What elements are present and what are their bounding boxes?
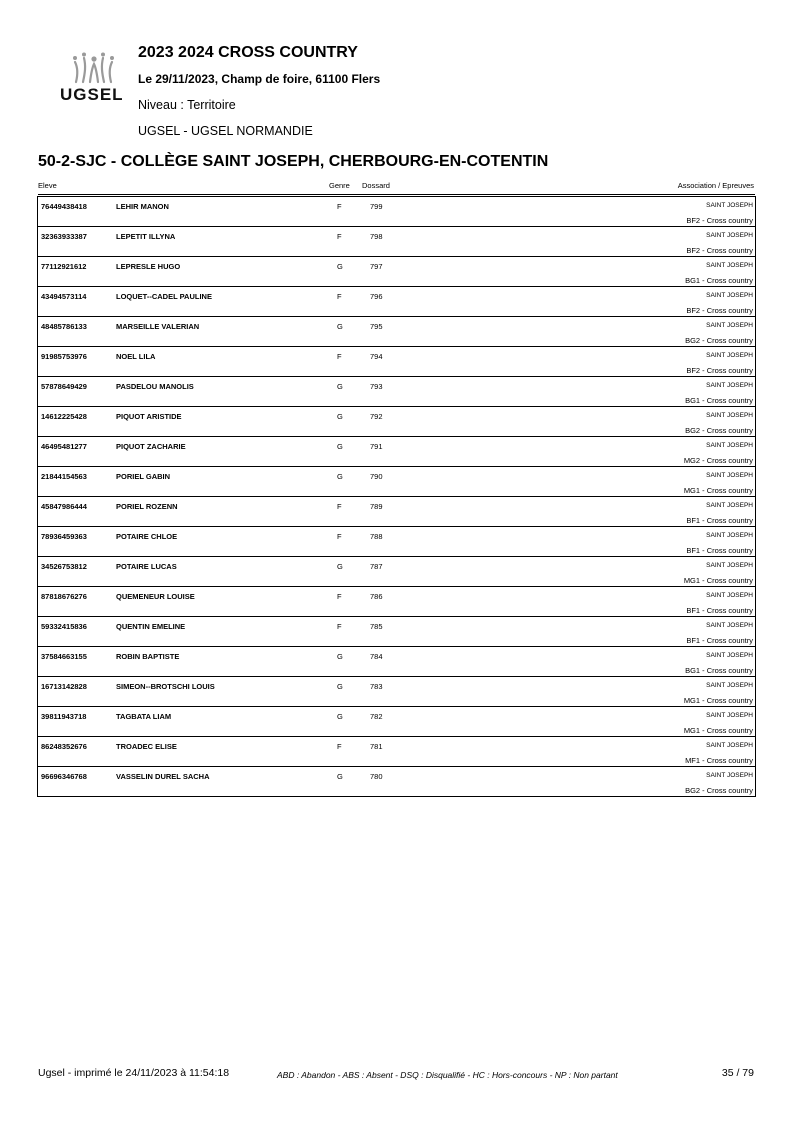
student-epreuve: BF2 - Cross country — [686, 246, 753, 255]
table-row — [38, 586, 755, 616]
student-id: 32363933387 — [41, 232, 87, 241]
column-genre: Genre — [329, 181, 350, 190]
student-genre: G — [337, 472, 343, 481]
logo-text: UGSEL — [60, 85, 124, 104]
student-id: 87818676276 — [41, 592, 87, 601]
student-epreuve: MF1 - Cross country — [685, 756, 753, 765]
page-number: 35 / 79 — [721, 1067, 754, 1079]
student-id: 96696346768 — [41, 772, 87, 781]
student-name: PIQUOT ARISTIDE — [116, 412, 182, 421]
student-dossard: 790 — [370, 472, 383, 481]
column-association: Association / Epreuves — [677, 181, 754, 190]
student-genre: G — [337, 652, 343, 661]
student-name: POTAIRE LUCAS — [116, 562, 177, 571]
school-heading: 50-2-SJC - COLLÈGE SAINT JOSEPH, CHERBOURG-EN-COTENTIN — [38, 153, 549, 170]
student-genre: G — [337, 682, 343, 691]
student-association: SAINT JOSEPH — [706, 412, 753, 419]
student-association: SAINT JOSEPH — [706, 292, 753, 299]
table-row — [38, 766, 755, 796]
student-dossard: 788 — [370, 532, 383, 541]
student-id: 34526753812 — [41, 562, 87, 571]
event-organization: UGSEL - UGSEL NORMANDIE — [138, 124, 313, 138]
student-epreuve: MG1 - Cross country — [683, 576, 753, 585]
table-row — [38, 376, 755, 406]
student-name: QUEMENEUR LOUISE — [116, 592, 195, 601]
student-dossard: 797 — [370, 262, 383, 271]
student-epreuve: BF1 - Cross country — [686, 636, 753, 645]
student-epreuve: BF1 - Cross country — [686, 516, 753, 525]
table-row — [38, 466, 755, 496]
student-id: 16713142828 — [41, 682, 87, 691]
student-name: PASDELOU MANOLIS — [116, 382, 194, 391]
table-header — [38, 177, 755, 195]
student-dossard: 799 — [370, 202, 383, 211]
student-association: SAINT JOSEPH — [706, 532, 753, 539]
event-title: 2023 2024 CROSS COUNTRY — [138, 44, 358, 61]
student-id: 78936459363 — [41, 532, 87, 541]
student-id: 57878649429 — [41, 382, 87, 391]
ugsel-logo — [60, 52, 130, 108]
column-dossard: Dossard — [362, 181, 390, 190]
column-eleve: Eleve — [38, 181, 57, 190]
student-dossard: 784 — [370, 652, 383, 661]
student-id: 43494573114 — [41, 292, 87, 301]
student-genre: G — [337, 712, 343, 721]
student-id: 45847986444 — [41, 502, 87, 511]
student-id: 86248352676 — [41, 742, 87, 751]
student-id: 76449438418 — [41, 202, 87, 211]
student-association: SAINT JOSEPH — [706, 232, 753, 239]
table-row — [38, 196, 755, 226]
participants-table — [37, 196, 756, 797]
student-name: TROADEC ELISE — [116, 742, 177, 751]
student-epreuve: MG1 - Cross country — [683, 696, 753, 705]
student-association: SAINT JOSEPH — [706, 562, 753, 569]
student-epreuve: BG1 - Cross country — [685, 666, 753, 675]
student-id: 46495481277 — [41, 442, 87, 451]
student-epreuve: BF2 - Cross country — [686, 216, 753, 225]
table-row — [38, 736, 755, 766]
student-genre: F — [337, 622, 342, 631]
student-name: PORIEL ROZENN — [116, 502, 178, 511]
student-genre: G — [337, 442, 343, 451]
student-name: QUENTIN EMELINE — [116, 622, 186, 631]
student-genre: G — [337, 322, 343, 331]
student-epreuve: BG2 - Cross country — [685, 426, 753, 435]
student-association: SAINT JOSEPH — [706, 592, 753, 599]
student-epreuve: MG1 - Cross country — [683, 726, 753, 735]
student-epreuve: BG2 - Cross country — [685, 336, 753, 345]
table-row — [38, 616, 755, 646]
student-name: ROBIN BAPTISTE — [116, 652, 180, 661]
student-genre: F — [337, 592, 342, 601]
student-dossard: 794 — [370, 352, 383, 361]
student-genre: G — [337, 412, 343, 421]
student-genre: G — [337, 262, 343, 271]
table-row — [38, 646, 755, 676]
student-id: 48485786133 — [41, 322, 87, 331]
student-genre: F — [337, 742, 342, 751]
student-epreuve: MG1 - Cross country — [683, 486, 753, 495]
student-genre: F — [337, 502, 342, 511]
table-row — [38, 346, 755, 376]
student-association: SAINT JOSEPH — [706, 382, 753, 389]
student-association: SAINT JOSEPH — [706, 712, 753, 719]
table-row — [38, 406, 755, 436]
student-id: 21844154563 — [41, 472, 87, 481]
table-row — [38, 556, 755, 586]
student-name: NOEL LILA — [116, 352, 156, 361]
table-row — [38, 286, 755, 316]
student-name: VASSELIN DUREL SACHA — [116, 772, 210, 781]
student-association: SAINT JOSEPH — [706, 202, 753, 209]
student-dossard: 785 — [370, 622, 383, 631]
student-association: SAINT JOSEPH — [706, 262, 753, 269]
table-row — [38, 436, 755, 466]
table-row — [38, 706, 755, 736]
student-association: SAINT JOSEPH — [706, 622, 753, 629]
student-dossard: 795 — [370, 322, 383, 331]
student-dossard: 780 — [370, 772, 383, 781]
student-association: SAINT JOSEPH — [706, 322, 753, 329]
event-date-location: Le 29/11/2023, Champ de foire, 61100 Flers — [138, 72, 381, 86]
student-name: TAGBATA LIAM — [116, 712, 172, 721]
student-name: PIQUOT ZACHARIE — [116, 442, 186, 451]
student-association: SAINT JOSEPH — [706, 652, 753, 659]
student-epreuve: BF2 - Cross country — [686, 306, 753, 315]
student-name: LEPETIT ILLYNA — [116, 232, 176, 241]
student-dossard: 783 — [370, 682, 383, 691]
student-association: SAINT JOSEPH — [706, 742, 753, 749]
table-row — [38, 526, 755, 556]
student-name: LEHIR MANON — [116, 202, 169, 211]
event-level: Niveau : Territoire — [138, 98, 236, 112]
table-row — [38, 316, 755, 346]
table-row — [38, 496, 755, 526]
student-id: 37584663155 — [41, 652, 87, 661]
student-genre: F — [337, 532, 342, 541]
student-id: 59332415836 — [41, 622, 87, 631]
student-genre: G — [337, 382, 343, 391]
student-dossard: 787 — [370, 562, 383, 571]
student-id: 39811943718 — [41, 712, 87, 721]
table-row — [38, 226, 755, 256]
print-info: Ugsel - imprimé le 24/11/2023 à 11:54:18 — [38, 1067, 230, 1079]
student-association: SAINT JOSEPH — [706, 772, 753, 779]
student-epreuve: BG1 - Cross country — [685, 276, 753, 285]
abbreviation-legend: ABD : Abandon - ABS : Absent - DSQ : Disqualifié - HC : Hors-concours - NP : Non partant — [277, 1070, 618, 1080]
student-epreuve: BF2 - Cross country — [686, 366, 753, 375]
student-dossard: 786 — [370, 592, 383, 601]
student-association: SAINT JOSEPH — [706, 472, 753, 479]
student-epreuve: BG2 - Cross country — [685, 786, 753, 795]
student-dossard: 781 — [370, 742, 383, 751]
student-epreuve: BF1 - Cross country — [686, 606, 753, 615]
student-dossard: 792 — [370, 412, 383, 421]
student-dossard: 791 — [370, 442, 383, 451]
student-id: 91985753976 — [41, 352, 87, 361]
figures-logo-icon — [66, 52, 124, 86]
student-genre: F — [337, 202, 342, 211]
student-name: MARSEILLE VALERIAN — [116, 322, 200, 331]
student-genre: F — [337, 352, 342, 361]
student-id: 77112921612 — [41, 262, 87, 271]
student-association: SAINT JOSEPH — [706, 502, 753, 509]
student-dossard: 798 — [370, 232, 383, 241]
student-association: SAINT JOSEPH — [706, 352, 753, 359]
student-genre: G — [337, 772, 343, 781]
student-name: PORIEL GABIN — [116, 472, 171, 481]
student-association: SAINT JOSEPH — [706, 682, 753, 689]
student-dossard: 796 — [370, 292, 383, 301]
student-dossard: 789 — [370, 502, 383, 511]
student-name: LOQUET--CADEL PAULINE — [116, 292, 212, 301]
student-genre: G — [337, 562, 343, 571]
student-name: SIMEON--BROTSCHI LOUIS — [116, 682, 215, 691]
student-association: SAINT JOSEPH — [706, 442, 753, 449]
student-dossard: 793 — [370, 382, 383, 391]
student-dossard: 782 — [370, 712, 383, 721]
student-genre: F — [337, 292, 342, 301]
table-row — [38, 676, 755, 706]
student-epreuve: BG1 - Cross country — [685, 396, 753, 405]
table-row — [38, 256, 755, 286]
student-epreuve: MG2 - Cross country — [683, 456, 753, 465]
student-name: POTAIRE CHLOE — [116, 532, 178, 541]
student-name: LEPRESLE HUGO — [116, 262, 181, 271]
student-genre: F — [337, 232, 342, 241]
student-id: 14612225428 — [41, 412, 87, 421]
student-epreuve: BF1 - Cross country — [686, 546, 753, 555]
